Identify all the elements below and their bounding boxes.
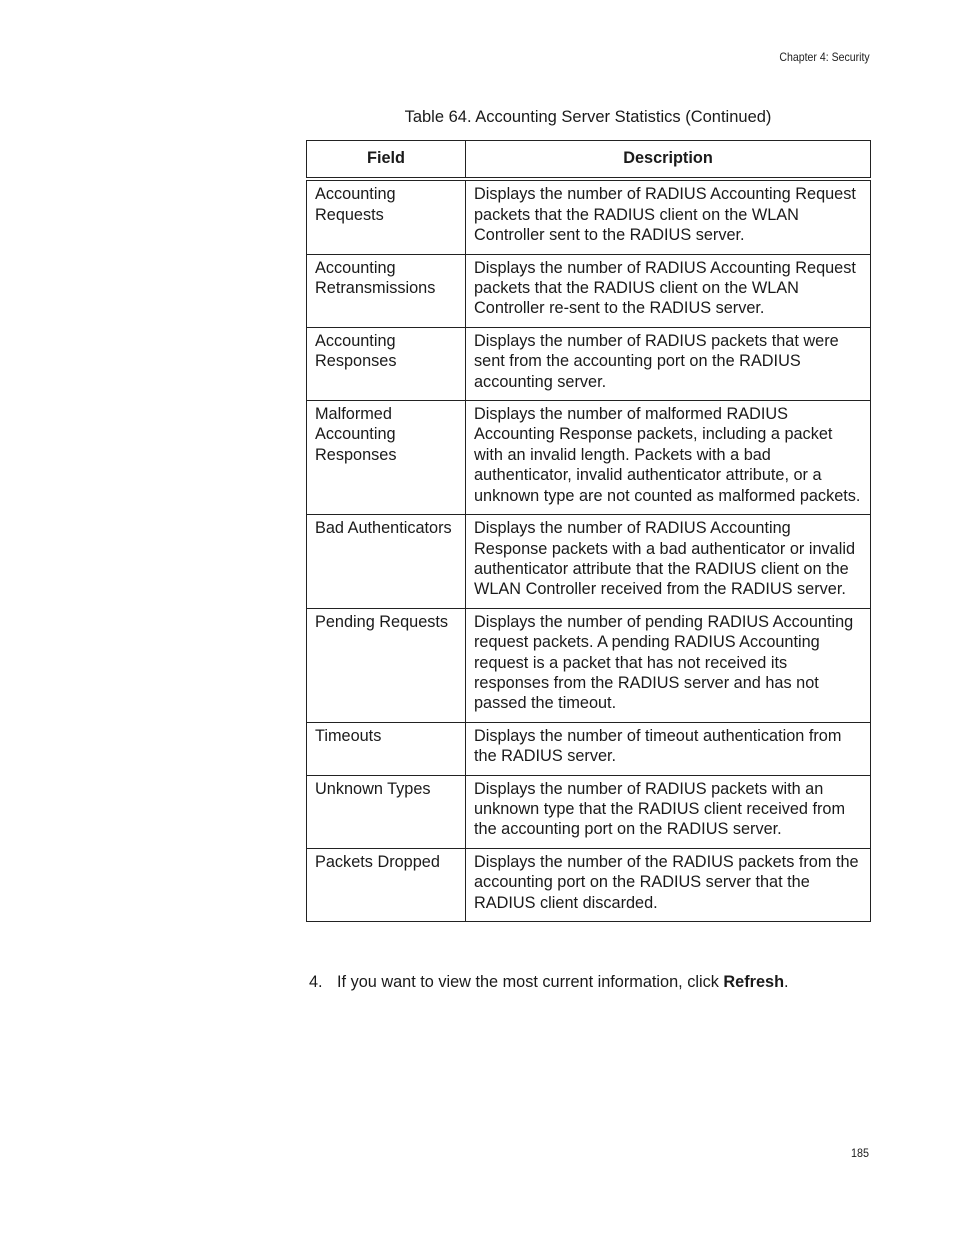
field-cell: Timeouts: [307, 722, 466, 775]
table-row: [307, 848, 871, 921]
field-cell: Unknown Types: [307, 775, 466, 848]
description-column-header: Description: [466, 141, 871, 180]
table-row: [307, 722, 871, 775]
description-cell: Displays the number of the RADIUS packets from the accounting port on the RADIUS server that the RADIUS client discarded.: [466, 848, 871, 921]
table-row: [307, 515, 871, 609]
page-number: 185: [850, 1146, 869, 1160]
description-cell: Displays the number of pending RADIUS Accounting request packets. A pending RADIUS Accounting request is a packet that has not received its responses from the RADIUS server and has not passed the timeout.: [466, 608, 871, 722]
field-cell: Malformed Accounting Responses: [307, 401, 466, 515]
table-row: [307, 775, 871, 848]
refresh-reference: Refresh: [723, 973, 785, 991]
description-cell: Displays the number of RADIUS Accounting Request packets that the RADIUS client on the WLAN Controller re-sent to the RADIUS server.: [466, 254, 871, 327]
field-cell: Pending Requests: [307, 608, 466, 722]
statistics-table: [306, 140, 871, 922]
field-cell: Accounting Requests: [307, 179, 466, 254]
description-cell: Displays the number of RADIUS packets that were sent from the accounting port on the RADIUS accounting server.: [466, 327, 871, 400]
description-cell: Displays the number of timeout authentication from the RADIUS server.: [466, 722, 871, 775]
table-caption: Table 64. Accounting Server Statistics (Continued): [404, 108, 772, 126]
field-column-header: Field: [307, 141, 466, 180]
field-cell: Accounting Retransmissions: [307, 254, 466, 327]
step-number: 4.: [309, 973, 323, 991]
instruction-step: [309, 973, 789, 992]
step-text: If you want to view the most current information, click: [337, 973, 724, 991]
table-row: [307, 254, 871, 327]
field-cell: Bad Authenticators: [307, 515, 466, 609]
table-row: [307, 179, 871, 254]
step-text-end: .: [784, 973, 789, 991]
field-cell: Accounting Responses: [307, 327, 466, 400]
description-cell: Displays the number of RADIUS Accounting Response packets with a bad authenticator or invalid authenticator attribute that the RADIUS client on the WLAN Controller received from the RADIUS server.: [466, 515, 871, 609]
description-cell: Displays the number of RADIUS Accounting Request packets that the RADIUS client on the WLAN Controller sent to the RADIUS server.: [466, 179, 871, 254]
description-cell: Displays the number of RADIUS packets with an unknown type that the RADIUS client received from the accounting port on the RADIUS server.: [466, 775, 871, 848]
table-header-row: [307, 141, 871, 180]
table-row: [307, 608, 871, 722]
table-row: [307, 401, 871, 515]
table-row: [307, 327, 871, 400]
chapter-header: Chapter 4: Security: [779, 50, 870, 64]
description-cell: Displays the number of malformed RADIUS Accounting Response packets, including a packet with an invalid length. Packets with a bad authenticator, invalid authenticator attribute, or a unknown type are not counted as malformed packets.: [466, 401, 871, 515]
field-cell: Packets Dropped: [307, 848, 466, 921]
